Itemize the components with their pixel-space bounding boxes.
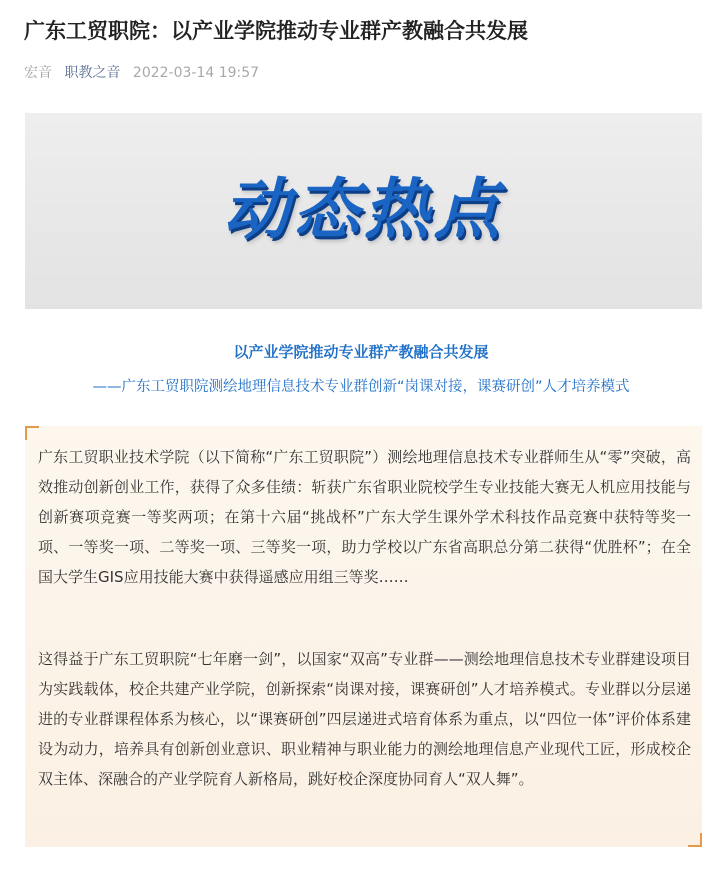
article-meta: [24, 63, 267, 83]
author-name: 宏音: [24, 65, 52, 81]
account-link[interactable]: 职教之音: [64, 65, 121, 81]
corner-decoration-top-left: [25, 426, 39, 440]
paragraph: 广东工贸职业技术学院（以下简称“广东工贸职院”）测绘地理信息技术专业群师生从“零”突破，高效推动创新创业工作，获得了众多佳绩：斩获广东省职业院校学生专业技能大赛无人机应用技能与创新赛项竞赛一等奖两项；在第十六届“挑战杯”广东大学生课外学术科技作品竞赛中获特等奖一项、一等奖一项、二等奖一项、三等奖一项，助力学校以广东省高职总分第二获得“优胜杯”；在全国大学生GIS应用技能大赛中获得遥感应用组三等奖……: [38, 448, 691, 586]
section-heading: 以产业学院推动专业群产教融合共发展: [233, 343, 489, 361]
section-subheading: ——广东工贸职院测绘地理信息技术专业群创新“岗课对接，课赛研创”人才培养模式: [92, 379, 630, 395]
corner-decoration-bottom-right: [688, 833, 702, 847]
banner-title: 动态热点: [223, 171, 504, 248]
content-box: [25, 426, 702, 847]
banner-image: [25, 113, 702, 309]
publish-date: 2022-03-14 19:57: [132, 65, 260, 81]
article-title: 广东工贸职院：以产业学院推动专业群产教融合共发展: [24, 19, 528, 43]
paragraph: 这得益于广东工贸职院“七年磨一剑”，以国家“双高”专业群——测绘地理信息技术专业群建设项目为实践载体，校企共建产业学院，创新探索“岗课对接，课赛研创”人才培养模式。专业群以分层递进的专业群课程体系为核心，以“课赛研创”四层递进式培育体系为重点，以“四位一体”评价体系建设为动力，培养具有创新创业意识、职业精神与职业能力的测绘地理信息产业现代工匠，形成校企双主体、深融合的产业学院育人新格局，跳好校企深度协同育人“双人舞”。: [38, 650, 691, 788]
